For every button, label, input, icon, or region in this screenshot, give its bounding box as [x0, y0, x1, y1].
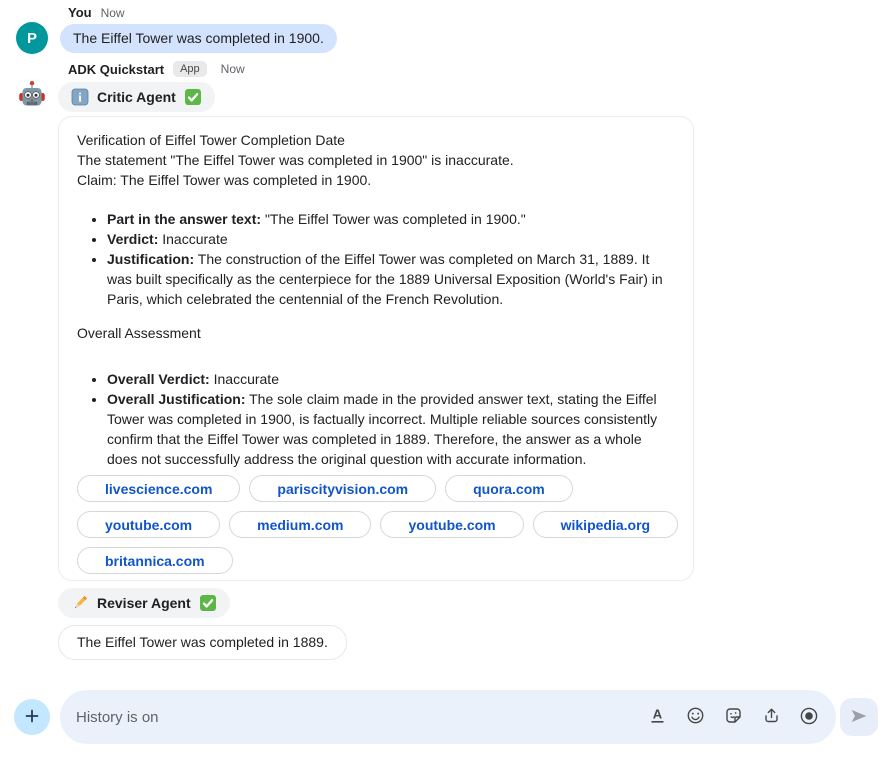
source-chip[interactable]: medium.com: [229, 511, 371, 538]
app-message-time: Now: [220, 62, 245, 76]
emoji-icon: [686, 706, 705, 728]
composer-toolbar: [646, 706, 820, 728]
svg-text:i: i: [78, 90, 82, 105]
check-mark-icon: [199, 594, 217, 612]
add-button[interactable]: [14, 699, 50, 735]
bullet-item: • Overall Justification: The sole claim made in the provided answer text, stating the Eiffel Tower was completed in 1900, is factually incorrect. Multiple reliable sources consistently confirm that the Eiffel Tower was completed in 1889. Therefore, the answer as a whole does not successfully address the original question with accurate information.: [107, 389, 675, 469]
sticker-icon: [724, 706, 743, 728]
source-chip[interactable]: pariscityvision.com: [249, 475, 436, 502]
message-input-placeholder: History is on: [76, 708, 159, 726]
card-line: The statement "The Eiffel Tower was completed in 1900" is inaccurate.: [77, 152, 514, 168]
text-format-icon: [648, 706, 667, 728]
source-chip[interactable]: youtube.com: [77, 511, 220, 538]
user-message-bubble: The Eiffel Tower was completed in 1900.: [60, 24, 337, 53]
text-format-button[interactable]: [646, 706, 668, 728]
sticker-button[interactable]: [722, 706, 744, 728]
record-button[interactable]: [798, 706, 820, 728]
critic-report-card: [58, 116, 694, 581]
user-avatar-letter: P: [26, 29, 37, 47]
source-chip[interactable]: wikipedia.org: [533, 511, 678, 538]
reviser-agent-label: [58, 588, 230, 618]
source-chips: [77, 475, 675, 574]
record-icon: [799, 706, 819, 729]
robot-icon: [16, 79, 48, 116]
plus-icon: [24, 708, 40, 727]
bot-avatar: [16, 81, 48, 113]
send-icon: [848, 705, 870, 730]
message-input[interactable]: [60, 690, 836, 744]
upload-button[interactable]: [760, 706, 782, 728]
overall-assessment-heading: Overall Assessment: [77, 325, 201, 341]
user-message-time: Now: [100, 5, 125, 20]
app-sender-name: ADK Quickstart: [68, 61, 165, 77]
bullet-item: • Justification: The construction of the Eiffel Tower was completed on March 31, 1889. It was built specifically as the centerpiece for the 1889 Universal Exposition (World's Fair) in Paris, which celebrated the centennial of the French Revolution.: [107, 249, 675, 309]
app-message-header: [68, 61, 245, 77]
source-chip[interactable]: livescience.com: [77, 475, 240, 502]
critic-agent-title: Critic Agent: [97, 89, 176, 105]
send-button[interactable]: [840, 698, 878, 736]
bullet-item: • Verdict: Inaccurate: [107, 229, 675, 249]
upload-icon: [762, 706, 781, 728]
overall-bullet-list: [77, 369, 675, 469]
source-chip[interactable]: britannica.com: [77, 547, 233, 574]
user-avatar: [16, 22, 48, 54]
source-chip[interactable]: quora.com: [445, 475, 573, 502]
user-message-header: [68, 5, 125, 20]
card-line: Claim: The Eiffel Tower was completed in 1900.: [77, 172, 372, 188]
reviser-message-bubble: The Eiffel Tower was completed in 1889.: [58, 625, 347, 660]
app-badge: App: [173, 61, 207, 77]
emoji-button[interactable]: [684, 706, 706, 728]
critic-agent-label: [58, 82, 215, 112]
bullet-item: • Overall Verdict: Inaccurate: [107, 369, 675, 389]
check-mark-icon: [184, 88, 202, 106]
source-chip[interactable]: youtube.com: [380, 511, 523, 538]
user-sender-name: You: [68, 5, 92, 20]
pencil-icon: [71, 594, 89, 612]
card-line: Verification of Eiffel Tower Completion Date: [77, 132, 345, 148]
info-icon: [71, 88, 89, 106]
claim-bullet-list: [77, 209, 675, 309]
svg-text:A: A: [652, 706, 662, 722]
bullet-item: • Part in the answer text: "The Eiffel Tower was completed in 1900.": [107, 209, 675, 229]
reviser-agent-title: Reviser Agent: [97, 595, 191, 611]
